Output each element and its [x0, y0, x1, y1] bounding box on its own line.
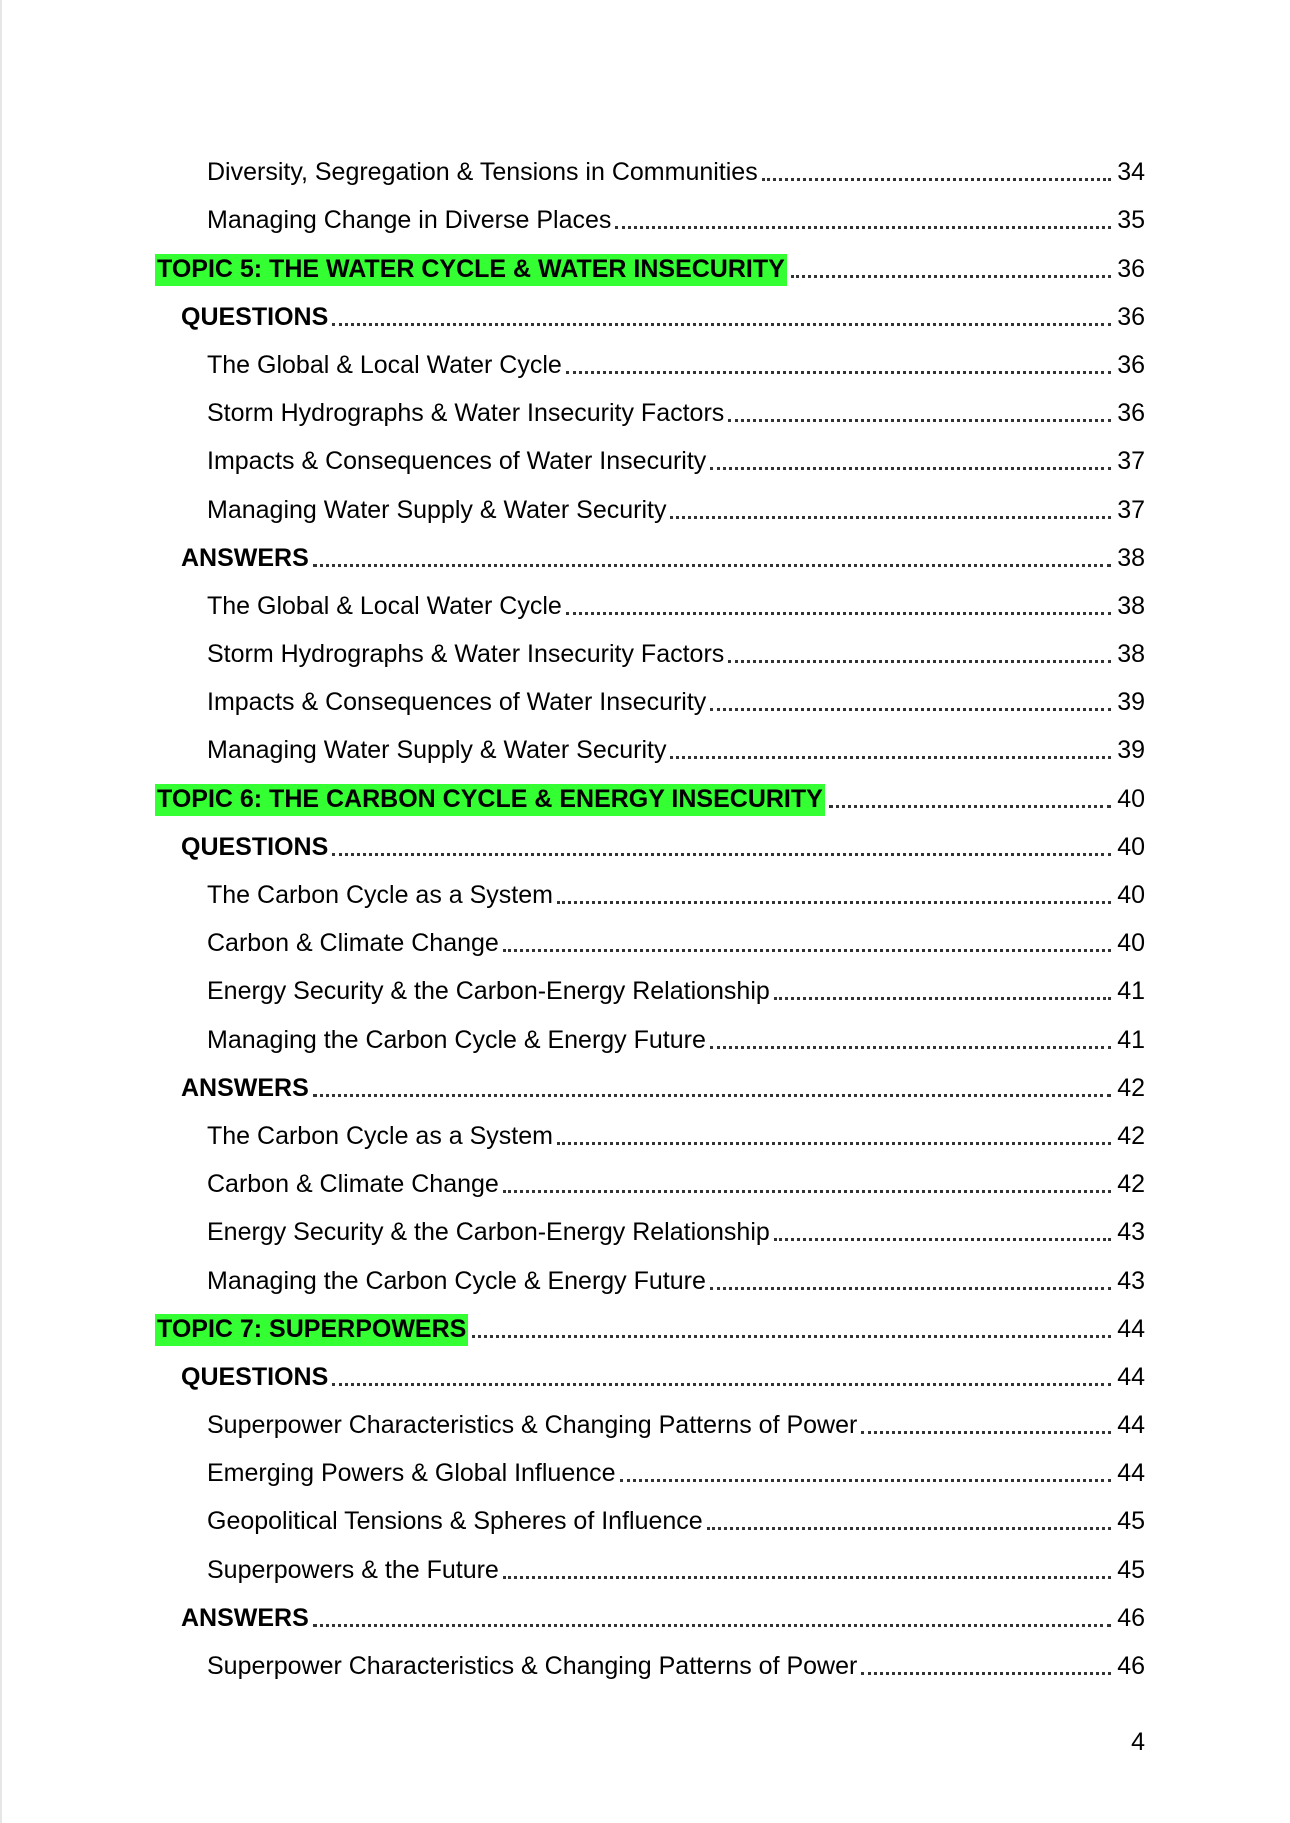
toc-entry-page-number: 40 — [1117, 784, 1145, 813]
toc-entry-title: Superpower Characteristics & Changing Patterns of Power — [207, 1411, 858, 1440]
dot-leader — [710, 707, 1111, 711]
toc-entry-page-number: 42 — [1117, 1073, 1145, 1102]
toc-entry-title: Carbon & Climate Change — [207, 1170, 499, 1199]
dot-leader — [313, 1623, 1111, 1627]
toc-entry-title: Geopolitical Tensions & Spheres of Influence — [207, 1507, 703, 1536]
dot-leader — [728, 418, 1111, 422]
toc-entry-page-number: 38 — [1117, 543, 1145, 572]
dot-leader — [791, 274, 1111, 278]
toc-entry-title: The Carbon Cycle as a System — [207, 881, 553, 909]
dot-leader — [670, 515, 1111, 519]
page-edge — [0, 0, 2, 1823]
toc-entry-title: The Global & Local Water Cycle — [207, 350, 562, 379]
dot-leader — [566, 370, 1111, 374]
toc-entry-section[interactable] — [155, 1589, 1145, 1637]
dot-leader — [472, 1334, 1111, 1338]
toc-entry-title: Impacts & Consequences of Water Insecurity — [207, 688, 707, 717]
dot-leader — [332, 852, 1111, 856]
toc-entry-page-number: 42 — [1117, 1170, 1145, 1199]
toc-entry-title: TOPIC 7: SUPERPOWERS — [155, 1314, 468, 1346]
toc-entry-subsection[interactable] — [155, 1010, 1145, 1058]
toc-entry-subsection[interactable] — [155, 1251, 1145, 1299]
dot-leader — [503, 1575, 1111, 1579]
dot-leader — [313, 563, 1111, 567]
toc-entry-subsection[interactable] — [155, 384, 1145, 432]
toc-entry-subsection[interactable] — [155, 1396, 1145, 1444]
toc-entry-subsection[interactable] — [155, 914, 1145, 962]
toc-entry-page-number: 36 — [1117, 254, 1145, 283]
toc-entry-page-number: 36 — [1117, 399, 1145, 428]
toc-entry-subsection[interactable] — [155, 1155, 1145, 1203]
toc-entry-title: Energy Security & the Carbon-Energy Relationship — [207, 977, 770, 1006]
toc-entry-page-number: 39 — [1117, 688, 1145, 717]
dot-leader — [313, 1093, 1111, 1097]
toc-entry-subsection[interactable] — [155, 1637, 1145, 1685]
dot-leader — [762, 177, 1111, 181]
toc-entry-subsection[interactable] — [155, 577, 1145, 625]
toc-entry-page-number: 43 — [1117, 1218, 1145, 1247]
toc-entry-section[interactable] — [155, 1059, 1145, 1107]
dot-leader — [774, 996, 1111, 1000]
toc-entry-subsection[interactable] — [155, 336, 1145, 384]
toc-entry-page-number: 42 — [1117, 1121, 1145, 1150]
toc-entry-page-number: 44 — [1117, 1411, 1145, 1440]
dot-leader — [503, 948, 1111, 952]
toc-entry-title: Storm Hydrographs & Water Insecurity Factors — [207, 399, 725, 428]
toc-entry-title: Carbon & Climate Change — [207, 929, 499, 958]
toc-entry-title: Managing Change in Diverse Places — [207, 206, 612, 235]
table-of-contents — [155, 143, 1145, 1685]
toc-entry-subsection[interactable] — [155, 1540, 1145, 1588]
toc-entry-page-number: 35 — [1117, 206, 1145, 235]
dot-leader — [332, 322, 1111, 326]
dot-leader — [620, 1478, 1111, 1482]
dot-leader — [707, 1526, 1111, 1530]
toc-entry-page-number: 40 — [1117, 832, 1145, 861]
dot-leader — [566, 611, 1111, 615]
toc-entry-title: Diversity, Segregation & Tensions in Communities — [207, 158, 758, 187]
toc-entry-page-number: 36 — [1117, 302, 1145, 331]
dot-leader — [728, 659, 1111, 663]
toc-entry-subsection[interactable] — [155, 432, 1145, 480]
toc-entry-subsection[interactable] — [155, 866, 1145, 914]
toc-entry-title: Superpowers & the Future — [207, 1555, 499, 1584]
dot-leader — [615, 225, 1111, 229]
dot-leader — [774, 1237, 1111, 1241]
toc-entry-section[interactable] — [155, 288, 1145, 336]
toc-entry-title: Emerging Powers & Global Influence — [207, 1459, 616, 1488]
toc-entry-page-number: 34 — [1117, 158, 1145, 187]
toc-entry-title: TOPIC 5: THE WATER CYCLE & WATER INSECURITY — [155, 254, 787, 286]
toc-entry-page-number: 40 — [1117, 929, 1145, 958]
toc-entry-section[interactable] — [155, 1348, 1145, 1396]
toc-entry-page-number: 38 — [1117, 591, 1145, 620]
toc-entry-title: The Carbon Cycle as a System — [207, 1121, 553, 1150]
dot-leader — [710, 1045, 1111, 1049]
toc-entry-title: The Global & Local Water Cycle — [207, 591, 562, 620]
toc-entry-title: ANSWERS — [181, 1073, 309, 1102]
toc-entry-subsection[interactable] — [155, 625, 1145, 673]
toc-entry-subsection[interactable] — [155, 721, 1145, 769]
toc-entry-page-number: 41 — [1117, 1025, 1145, 1054]
toc-entry-title: Storm Hydrographs & Water Insecurity Factors — [207, 640, 725, 669]
toc-entry-subsection[interactable] — [155, 962, 1145, 1010]
toc-entry-topic[interactable] — [155, 239, 1145, 287]
toc-entry-page-number: 36 — [1117, 350, 1145, 379]
toc-entry-page-number: 37 — [1117, 447, 1145, 476]
toc-entry-section[interactable] — [155, 529, 1145, 577]
toc-entry-subsection[interactable] — [155, 1444, 1145, 1492]
toc-entry-page-number: 44 — [1117, 1362, 1145, 1391]
toc-entry-subsection[interactable] — [155, 1107, 1145, 1155]
toc-entry-page-number: 44 — [1117, 1459, 1145, 1488]
toc-entry-subsection[interactable] — [155, 143, 1145, 191]
toc-entry-title: Managing Water Supply & Water Security — [207, 495, 667, 524]
toc-entry-topic[interactable] — [155, 1300, 1145, 1348]
toc-entry-page-number: 45 — [1117, 1507, 1145, 1536]
toc-entry-page-number: 43 — [1117, 1266, 1145, 1295]
toc-entry-title: Impacts & Consequences of Water Insecurity — [207, 447, 707, 476]
toc-entry-page-number: 39 — [1117, 736, 1145, 765]
page-number: 4 — [1131, 1728, 1145, 1756]
toc-entry-title: ANSWERS — [181, 1603, 309, 1632]
toc-entry-subsection[interactable] — [155, 1492, 1145, 1540]
dot-leader — [829, 804, 1111, 808]
toc-entry-title: ANSWERS — [181, 543, 309, 572]
toc-entry-title: Superpower Characteristics & Changing Patterns of Power — [207, 1652, 858, 1680]
toc-entry-title: Managing Water Supply & Water Security — [207, 736, 667, 765]
toc-entry-page-number: 41 — [1117, 977, 1145, 1006]
toc-entry-subsection[interactable] — [155, 1203, 1145, 1251]
dot-leader — [557, 900, 1111, 904]
toc-entry-page-number: 37 — [1117, 495, 1145, 524]
dot-leader — [557, 1141, 1111, 1145]
dot-leader — [332, 1382, 1111, 1386]
dot-leader — [670, 755, 1111, 759]
toc-entry-page-number: 46 — [1117, 1652, 1145, 1680]
toc-entry-title: Energy Security & the Carbon-Energy Relationship — [207, 1218, 770, 1247]
toc-entry-subsection[interactable] — [155, 191, 1145, 239]
dot-leader — [710, 1286, 1111, 1290]
toc-entry-page-number: 40 — [1117, 881, 1145, 909]
toc-entry-title: Managing the Carbon Cycle & Energy Future — [207, 1025, 706, 1054]
toc-entry-page-number: 45 — [1117, 1555, 1145, 1584]
toc-entry-title: TOPIC 6: THE CARBON CYCLE & ENERGY INSECURITY — [155, 784, 825, 816]
dot-leader — [861, 1671, 1111, 1675]
toc-entry-page-number: 44 — [1117, 1314, 1145, 1343]
toc-entry-section[interactable] — [155, 818, 1145, 866]
toc-entry-title: Managing the Carbon Cycle & Energy Future — [207, 1266, 706, 1295]
dot-leader — [503, 1189, 1111, 1193]
toc-entry-page-number: 38 — [1117, 640, 1145, 669]
toc-entry-title: QUESTIONS — [181, 1362, 329, 1391]
toc-entry-topic[interactable] — [155, 769, 1145, 817]
toc-entry-subsection[interactable] — [155, 480, 1145, 528]
dot-leader — [710, 466, 1111, 470]
toc-entry-page-number: 46 — [1117, 1603, 1145, 1632]
toc-entry-title: QUESTIONS — [181, 832, 329, 861]
toc-entry-subsection[interactable] — [155, 673, 1145, 721]
dot-leader — [861, 1430, 1111, 1434]
toc-entry-title: QUESTIONS — [181, 302, 329, 331]
